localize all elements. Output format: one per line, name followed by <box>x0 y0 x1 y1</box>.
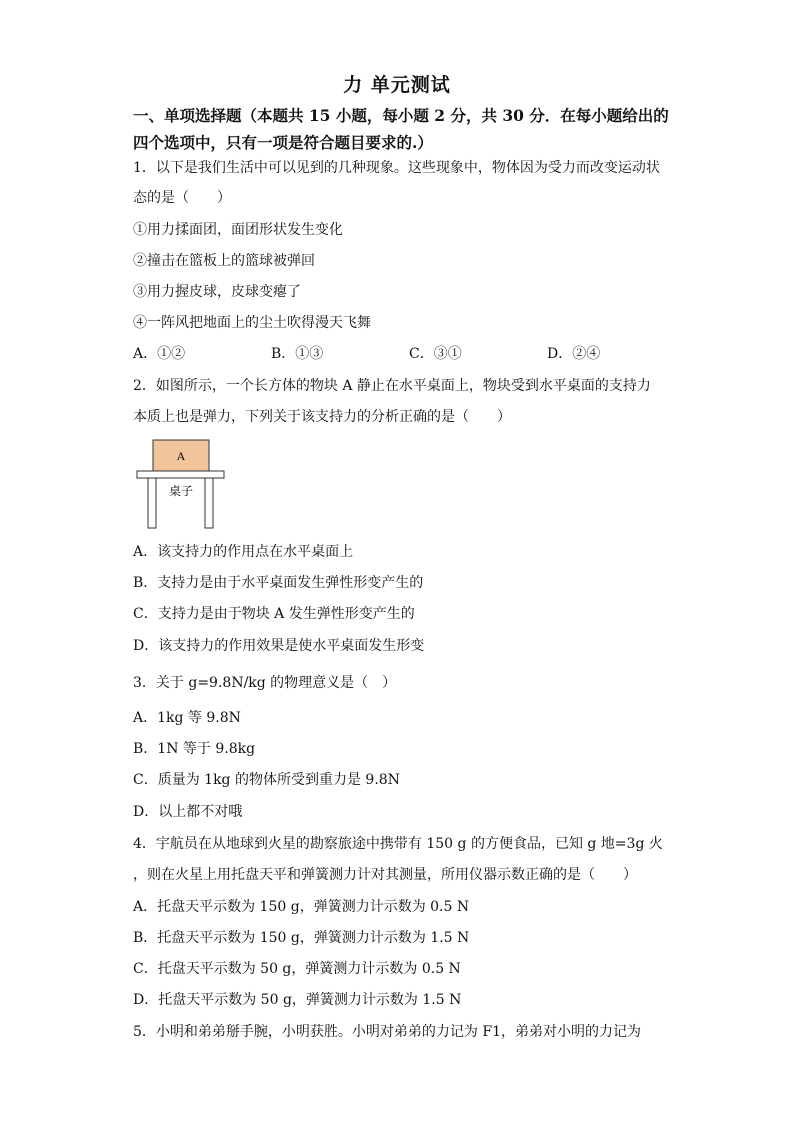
table-leg-right <box>205 478 213 528</box>
section-heading-line-1: 一、单项选择题（本题共 15 小题，每小题 2 分，共 30 分．在每小题给出的 <box>133 106 669 125</box>
q5-stem-line-1: 5．小明和弟弟掰手腕，小明获胜。小明对弟弟的力记为 F1，弟弟对小明的力记为 <box>133 1024 641 1040</box>
q4-stem-line-1: 4．宇航员在从地球到火星的勘察旅途中携带有 150 g 的方便食品，已知 g 地=3g 火 <box>133 836 663 852</box>
q4-option-a[interactable]: A．托盘天平示数为 150 g，弹簧测力计示数为 0.5 N <box>133 899 470 915</box>
q3-option-b[interactable]: B．1N 等于 9.8kg <box>133 741 256 757</box>
q1-stem-line-2: 态的是（ ） <box>133 190 231 206</box>
q1-option-b[interactable]: B．①③ <box>271 346 324 362</box>
block-a-label: A <box>176 449 186 463</box>
page-title: 力 单元测试 <box>343 74 451 96</box>
q2-option-a[interactable]: A．该支持力的作用点在水平桌面上 <box>133 544 354 560</box>
q3-option-c[interactable]: C．质量为 1kg 的物体所受到重力是 9.8N <box>133 772 400 788</box>
table-label: 桌子 <box>168 484 194 498</box>
q2-option-c[interactable]: C．支持力是由于物块 A 发生弹性形变产生的 <box>133 606 415 622</box>
q2-option-d[interactable]: D．该支持力的作用效果是使水平桌面发生形变 <box>133 638 425 654</box>
q1-options <box>133 344 693 364</box>
q1-item-4: ④一阵风把地面上的尘土吹得漫天飞舞 <box>133 315 371 331</box>
q3-option-d[interactable]: D．以上都不对哦 <box>133 804 243 820</box>
section-heading-line-2: 四个选项中，只有一项是符合题目要求的.） <box>133 133 433 152</box>
q4-stem-line-2: ，则在火星上用托盘天平和弹簧测力计对其测量，所用仪器示数正确的是（ ） <box>133 867 637 883</box>
q4-option-d[interactable]: D．托盘天平示数为 50 g，弹簧测力计示数为 1.5 N <box>133 992 462 1008</box>
block-on-table-figure <box>135 438 230 533</box>
q1-item-1: ①用力揉面团，面团形状发生变化 <box>133 222 343 238</box>
q1-option-d[interactable]: D．②④ <box>547 346 601 362</box>
q1-item-3: ③用力握皮球，皮球变瘪了 <box>133 284 301 300</box>
q4-option-c[interactable]: C．托盘天平示数为 50 g，弹簧测力计示数为 0.5 N <box>133 961 461 977</box>
q2-stem-line-1: 2．如图所示，一个长方体的物块 A 静止在水平桌面上，物块受到水平桌面的支持力 <box>133 378 651 394</box>
q1-option-a[interactable]: A．①② <box>133 346 186 362</box>
table-top <box>137 471 224 478</box>
q1-option-c[interactable]: C．③① <box>409 346 462 362</box>
section-heading <box>133 102 673 156</box>
q2-option-b[interactable]: B．支持力是由于水平桌面发生弹性形变产生的 <box>133 575 424 591</box>
q1-stem-line-1: 1．以下是我们生活中可以见到的几种现象。这些现象中，物体因为受力而改变运动状 <box>133 160 660 176</box>
q4-option-b[interactable]: B．托盘天平示数为 150 g，弹簧测力计示数为 1.5 N <box>133 930 470 946</box>
q3-option-a[interactable]: A．1kg 等 9.8N <box>133 710 241 726</box>
q2-stem-line-2: 本质上也是弹力，下列关于该支持力的分析正确的是（ ） <box>133 409 511 425</box>
table-leg-left <box>148 478 156 528</box>
q1-item-2: ②撞击在篮板上的篮球被弹回 <box>133 253 315 269</box>
q3-stem: 3．关于 g=9.8N/kg 的物理意义是（ ） <box>133 675 397 691</box>
